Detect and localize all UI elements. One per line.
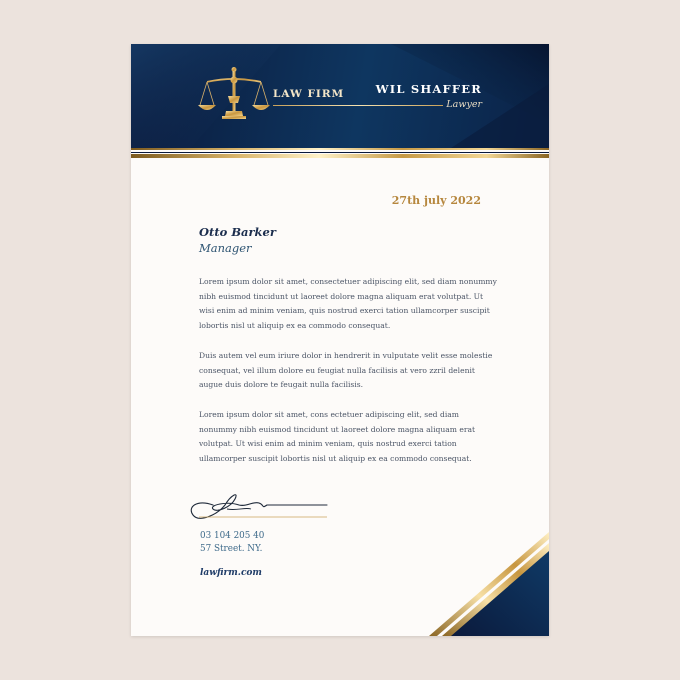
letterhead-header: [131, 44, 549, 148]
header-gold-stripe-top: [131, 148, 549, 150]
handwritten-signature: [187, 485, 333, 525]
recipient-name: Otto Barker: [199, 225, 276, 239]
lawyer-title: Lawyer: [446, 99, 482, 110]
recipient-role: Manager: [199, 241, 252, 255]
scales-of-justice-icon: [197, 66, 271, 122]
body-paragraph: Duis autem vel eum iriure dolor in hendrerit in vulputate velit esse molestie consequat, vel illum dolore eu feugiat nulla facilisis at vero zzril delenit augue duis dolore te feugait nulla facilisis.: [199, 351, 493, 390]
header-gold-stripe-bottom: [131, 154, 549, 158]
letterhead-page: [131, 44, 549, 636]
lawyer-name: WIL SHAFFER: [375, 82, 482, 96]
contact-phone: 03 104 205 40: [200, 531, 265, 541]
firm-name: LAW FIRM: [273, 88, 345, 100]
header-divider: [273, 105, 443, 106]
header-navy-stripe: [131, 152, 549, 153]
contact-website: lawfirm.com: [200, 568, 262, 578]
letter-date: 27th july 2022: [391, 194, 481, 207]
body-paragraph: Lorem ipsum dolor sit amet, cons ectetuer adipiscing elit, sed diam nonummy nibh euismod tincidunt ut laoreet dolore magna aliquam erat volutpat. Ut wisi enim ad minim veniam, quis nostrud exerci tation ullamcorper suscipit lobortis nisl ut aliquip ex ea commodo consequat.: [199, 410, 476, 464]
contact-address: 57 Street. NY.: [200, 544, 263, 554]
body-paragraph: Lorem ipsum dolor sit amet, consectetuer adipiscing elit, sed diam nonummy nibh euismod tincidunt ut laoreet dolore magna aliquam erat volutpat. Ut wisi enim ad minim veniam, quis nostrud exerci tation ullamcorper suscipit lobortis nisl ut aliquip ex ea commodo consequat.: [199, 277, 497, 331]
corner-decoration: [429, 532, 549, 636]
